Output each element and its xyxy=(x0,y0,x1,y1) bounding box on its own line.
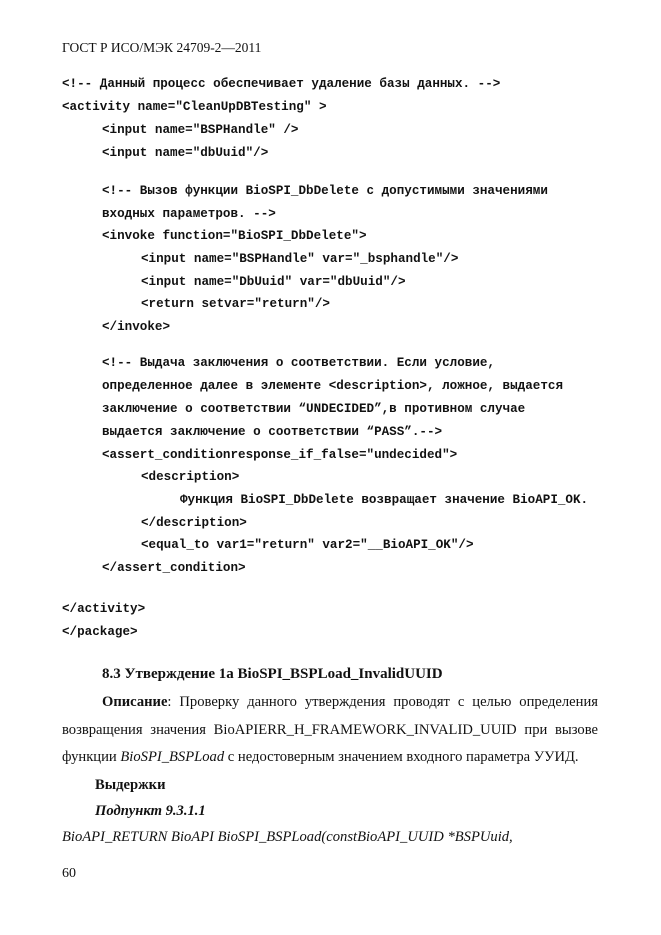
description-text: функции xyxy=(62,749,121,765)
code-line: <input name="BSPHandle" var="_bsphandle"/> xyxy=(141,252,459,266)
description-line-3 xyxy=(62,749,579,766)
code-line: <!-- Данный процесс обеспечивает удаление базы данных. --> xyxy=(62,77,501,91)
code-line: <!-- Вызов функции BioSPI_DbDelete с допустимыми значениями xyxy=(102,184,548,198)
code-line: <input name="DbUuid" var="dbUuid"/> xyxy=(141,275,406,289)
code-line: <description> xyxy=(141,470,240,484)
section-title: 8.3 Утверждение 1а BioSPI_BSPLoad_InvalidUUID xyxy=(102,666,443,682)
description-text: : Проверку данного утверждения проводят с целью определения xyxy=(167,694,598,710)
code-line: <activity name="CleanUpDBTesting" > xyxy=(62,100,327,114)
description-line-1 xyxy=(102,694,598,711)
code-line: определенное далее в элементе <description>, ложное, выдается xyxy=(102,379,564,393)
function-signature: BioAPI_RETURN BioAPI BioSPI_BSPLoad(constBioAPI_UUID *BSPUuid, xyxy=(62,829,513,845)
excerpts-label: Выдержки xyxy=(95,777,166,793)
description-text: с недостоверным значением входного параметра УУИД. xyxy=(224,749,579,765)
description-line-2: возвращения значения BioAPIERR_H_FRAMEWORK_INVALID_UUID при вызове xyxy=(62,722,598,738)
code-line: <input name="BSPHandle" /> xyxy=(102,123,299,137)
code-line: входных параметров. --> xyxy=(102,207,276,221)
subclause-label: Подпункт 9.3.1.1 xyxy=(95,803,206,819)
code-line: <!-- Выдача заключения о соответствии. Если условие, xyxy=(102,356,495,370)
code-line: </description> xyxy=(141,516,247,530)
code-line: <invoke function="BioSPI_DbDelete"> xyxy=(102,229,367,243)
page-number: 60 xyxy=(62,866,76,881)
code-line: заключение о соответствии “UNDECIDED”,в противном случае xyxy=(102,402,526,416)
code-line: <equal_to var1="return" var2="__BioAPI_OK"/> xyxy=(141,538,474,552)
code-line: <input name="dbUuid"/> xyxy=(102,146,269,160)
code-line: Функция BioSPI_DbDelete возвращает значение BioAPI_OK. xyxy=(180,493,589,507)
code-line: </assert_condition> xyxy=(102,561,246,575)
code-line: <return setvar="return"/> xyxy=(141,297,330,311)
code-line: </invoke> xyxy=(102,320,171,334)
document-header: ГОСТ Р ИСО/МЭК 24709-2—2011 xyxy=(62,40,262,55)
function-name: BioSPI_BSPLoad xyxy=(120,749,225,765)
code-line: </activity> xyxy=(62,602,146,616)
code-line: выдается заключение о соответствии “PASS”.--> xyxy=(102,425,443,439)
description-label: Описание xyxy=(102,694,168,710)
code-line: <assert_conditionresponse_if_false="undecided"> xyxy=(102,448,458,462)
code-line: </package> xyxy=(62,625,138,639)
